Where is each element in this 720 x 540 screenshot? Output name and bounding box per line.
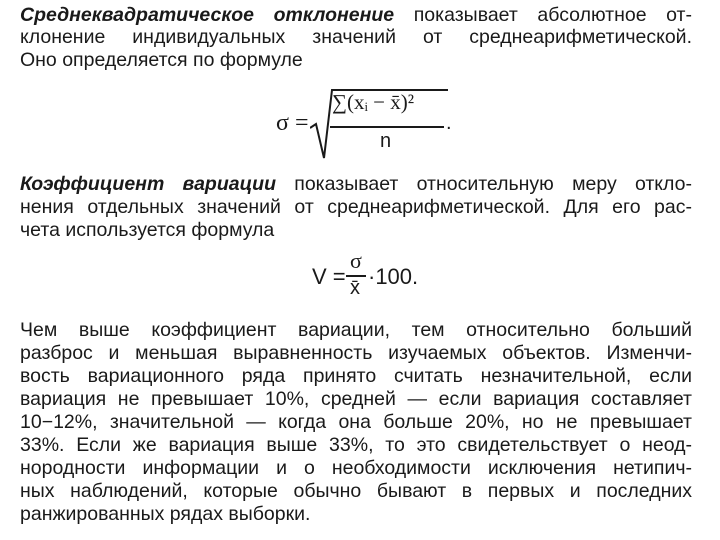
formula-coefficient-of-variation xyxy=(312,248,432,312)
paragraph3-line: разброс и меньшая выравненность изучаемых объектов. Изменчи- xyxy=(20,342,692,364)
paragraph3-line: ранжированных рядах выборки. xyxy=(20,503,311,525)
paragraph2-line1 xyxy=(20,173,692,195)
paragraph2-line1-text: показывает относительную меру откло- xyxy=(276,173,692,195)
formula-sigma-numerator: ∑(xᵢ − x̄)² xyxy=(332,90,415,114)
paragraph3-line: вариация не превышает 10%, средней — если вариация составляет xyxy=(20,388,692,410)
formula-sigma-denominator: n xyxy=(380,130,392,152)
paragraph3-line: 10−12%, значительной — когда она больше 20%, но не превышает xyxy=(20,411,692,433)
paragraph3-line: нородности информации и о необходимости исключения нетипич- xyxy=(20,457,692,479)
paragraph3-line: Чем выше коэффициент вариации, тем относительно больший xyxy=(20,319,692,341)
formula-v-lhs: V = xyxy=(312,264,346,289)
formula-v-denominator: x̄ xyxy=(350,277,360,299)
term-standard-deviation: Среднеквадратическое отклонение xyxy=(20,4,395,26)
paragraph1-line1 xyxy=(20,4,692,26)
paragraph3-line: вость вариационного ряда принято считать незначительной, если xyxy=(20,365,692,387)
formula-standard-deviation xyxy=(270,82,470,162)
formula-v-rest: ·100. xyxy=(368,264,419,289)
paragraph2-line2: нения отдельных значений от среднеарифметической. Для его рас- xyxy=(20,196,692,218)
paragraph1-line3: Оно определяется по формуле xyxy=(20,49,303,71)
term-coefficient-of-variation: Коэффициент вариации xyxy=(20,173,277,195)
formula-sigma-lhs: σ = xyxy=(276,110,309,136)
formula-sigma-end: . xyxy=(446,112,452,134)
paragraph3-line: ных наблюдений, которые обычно бывают в первых и последних xyxy=(20,480,692,502)
paragraph2-line3: чета используется формула xyxy=(20,219,275,241)
paragraph1-line1-text: показывает абсолютное от- xyxy=(394,4,692,26)
paragraph3-line: 33%. Если же вариация выше 33%, то это свидетельствует о неод- xyxy=(20,434,692,456)
paragraph1-line2: клонение индивидуальных значений от среднеарифметической. xyxy=(20,26,692,48)
formula-v-numerator: σ xyxy=(350,248,362,273)
fraction-bar xyxy=(330,126,444,128)
